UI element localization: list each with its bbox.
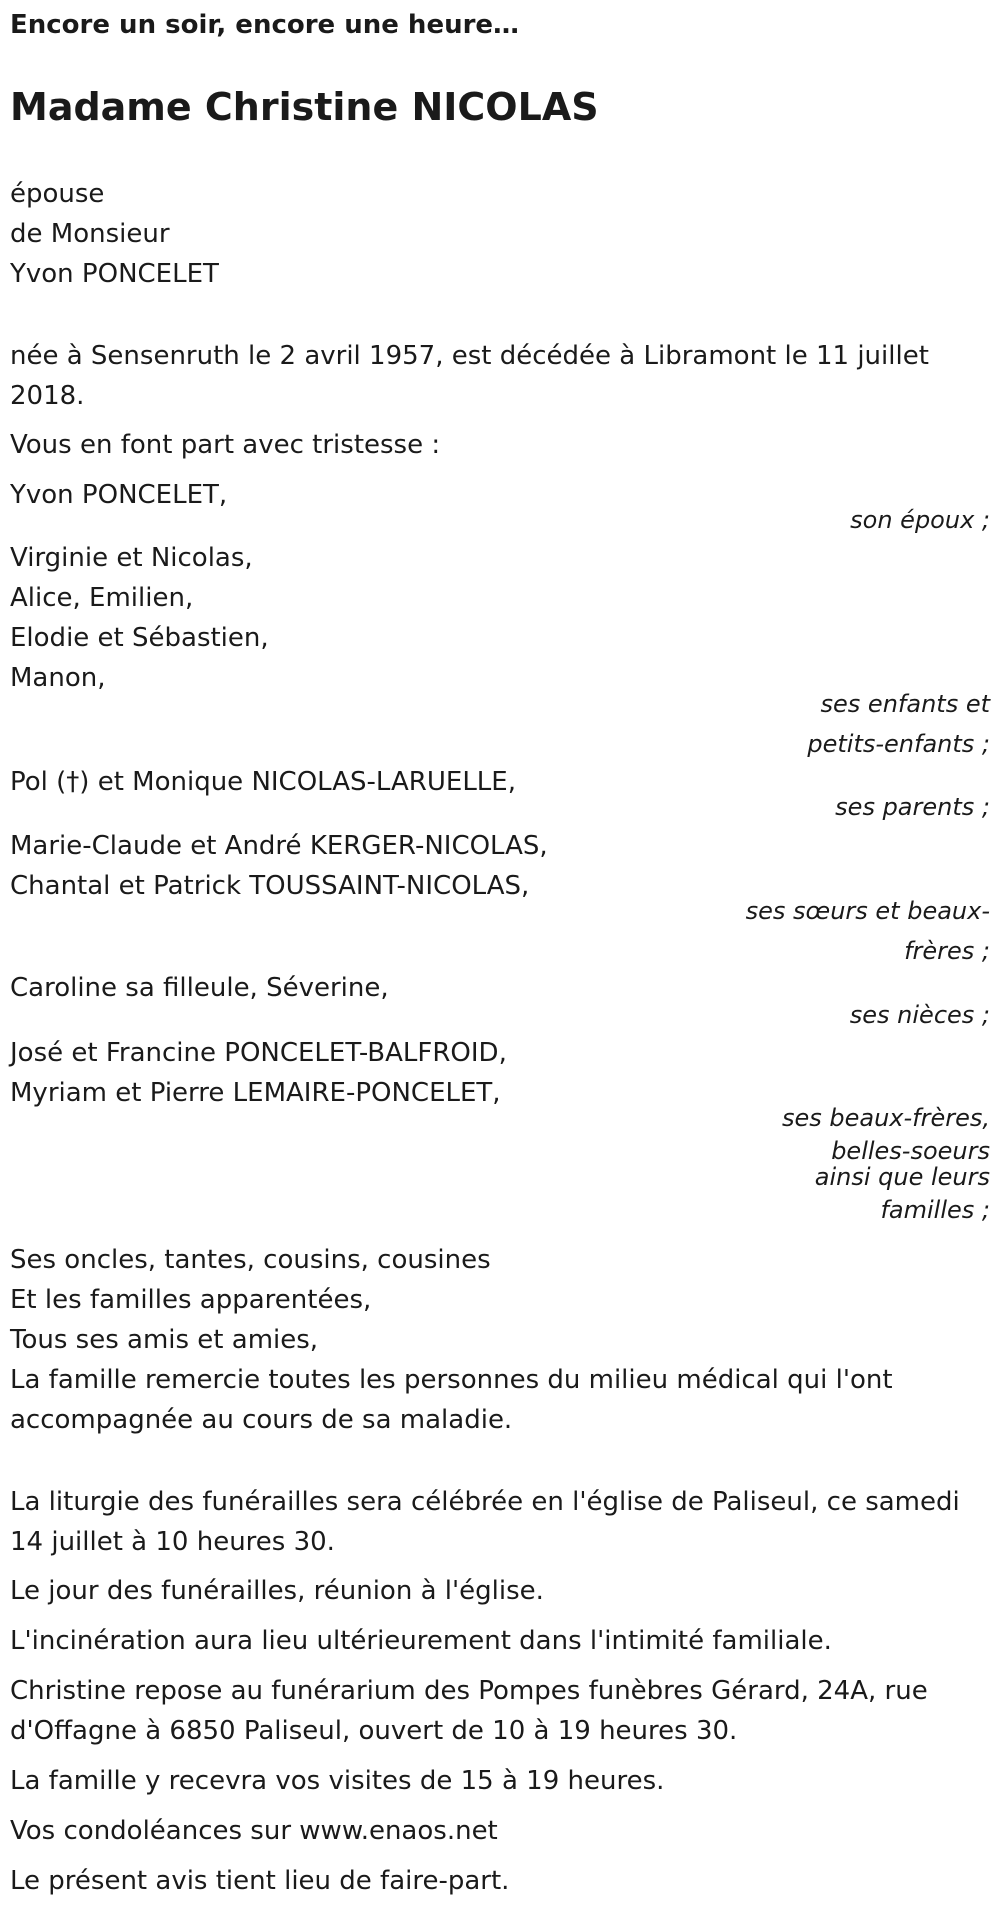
visits-info: La famille y recevra vos visites de 15 à 19 heures. [10, 1766, 665, 1796]
family-name-line: Pol (†) et Monique NICOLAS-LARUELLE, [10, 767, 516, 797]
birth-death-block [10, 336, 990, 416]
family-name-line: Marie-Claude et André KERGER-NICOLAS, [10, 831, 548, 861]
relation-line: son époux ; [850, 506, 990, 534]
others-line: Tous ses amis et amies, [10, 1325, 319, 1355]
family-relation [690, 1098, 990, 1230]
relation-line: ses sœurs et beaux- [745, 897, 990, 925]
family-name-line: Elodie et Sébastien, [10, 623, 269, 653]
spouse-line: Yvon PONCELET [10, 259, 219, 289]
announcement: Vous en font part avec tristesse : [10, 430, 441, 460]
rest-line: d'Offagne à 6850 Paliseul, ouvert de 10 à 19 heures 30. [10, 1716, 738, 1746]
relation-line: ses beaux-frères, [781, 1104, 990, 1132]
family-name-line: Caroline sa filleule, Séverine, [10, 973, 389, 1003]
family-relation [690, 787, 990, 827]
notice-info: Le présent avis tient lieu de faire-part. [10, 1866, 510, 1896]
others-line: accompagnée au cours de sa maladie. [10, 1405, 513, 1435]
deceased-name: Madame Christine NICOLAS [10, 85, 599, 129]
others-block [10, 1240, 990, 1440]
family-names [10, 538, 990, 698]
liturgy-line: 14 juillet à 10 heures 30. [10, 1527, 335, 1557]
meeting-info: Le jour des funérailles, réunion à l'église. [10, 1576, 544, 1606]
family-name-line: Chantal et Patrick TOUSSAINT-NICOLAS, [10, 871, 530, 901]
liturgy-block [10, 1482, 990, 1562]
relation-line: ainsi que leurs [814, 1163, 990, 1191]
liturgy-line: La liturgie des funérailles sera célébrée en l'église de Paliseul, ce samedi [10, 1487, 960, 1517]
condolences-info: Vos condoléances sur www.enaos.net [10, 1816, 498, 1846]
relation-line: familles ; [880, 1196, 990, 1224]
family-relation [690, 500, 990, 540]
others-line: Ses oncles, tantes, cousins, cousines [10, 1245, 491, 1275]
spouse-block [10, 174, 990, 294]
others-line: Et les familles apparentées, [10, 1285, 372, 1315]
rest-line: Christine repose au funérarium des Pompes funèbres Gérard, 24A, rue [10, 1676, 928, 1706]
family-relation [690, 891, 990, 971]
epigraph: Encore un soir, encore une heure… [10, 10, 520, 40]
family-name-line: Alice, Emilien, [10, 583, 194, 613]
family-name-line: Virginie et Nicolas, [10, 543, 253, 573]
relation-line: ses nièces ; [849, 1001, 990, 1029]
birth-death-line: 2018. [10, 381, 85, 411]
relation-line: ses enfants et [820, 690, 990, 718]
family-name-line: Myriam et Pierre LEMAIRE-PONCELET, [10, 1078, 501, 1108]
spouse-line: épouse [10, 179, 105, 209]
family-name-line: Manon, [10, 663, 106, 693]
relation-line: ses parents ; [835, 793, 990, 821]
others-line: La famille remercie toutes les personnes du milieu médical qui l'ont [10, 1365, 893, 1395]
relation-line: belles-soeurs [831, 1137, 990, 1165]
relation-line: frères ; [904, 937, 990, 965]
rest-block [10, 1671, 990, 1751]
family-name-line: José et Francine PONCELET-BALFROID, [10, 1038, 507, 1068]
family-relation [690, 995, 990, 1035]
birth-death-line: née à Sensenruth le 2 avril 1957, est décédée à Libramont le 11 juillet [10, 341, 929, 371]
relation-line: petits-enfants ; [807, 730, 990, 758]
family-name-line: Yvon PONCELET, [10, 480, 228, 510]
family-relation [690, 684, 990, 764]
cremation-info: L'incinération aura lieu ultérieurement dans l'intimité familiale. [10, 1626, 832, 1656]
spouse-line: de Monsieur [10, 219, 170, 249]
